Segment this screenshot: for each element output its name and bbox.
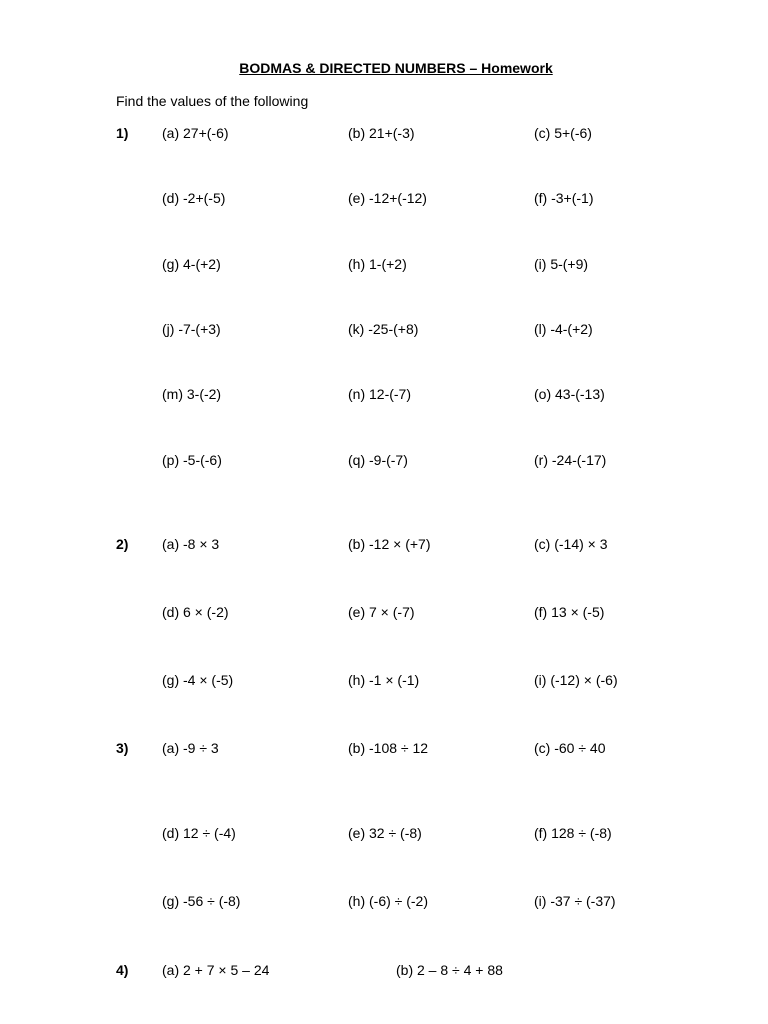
q2-item-f: (f) 13 × (-5)	[534, 604, 605, 620]
q3-item-b: (b) -108 ÷ 12	[348, 740, 429, 756]
q2-item-h: (h) -1 × (-1)	[348, 672, 420, 688]
q1-item-q: (q) -9-(-7)	[348, 452, 408, 468]
q1-item-e: (e) -12+(-12)	[348, 190, 427, 206]
q1-item-j: (j) -7-(+3)	[162, 321, 221, 337]
q1-item-m: (m) 3-(-2)	[162, 386, 222, 402]
q1-item-g: (g) 4-(+2)	[162, 256, 221, 272]
q3-item-c: (c) -60 ÷ 40	[534, 740, 606, 756]
q3-item-a: (a) -9 ÷ 3	[162, 740, 219, 756]
q2-item-g: (g) -4 × (-5)	[162, 672, 234, 688]
q2-item-a: (a) -8 × 3	[162, 536, 220, 552]
q3-item-g: (g) -56 ÷ (-8)	[162, 893, 241, 909]
question-3-number: 3)	[116, 740, 129, 756]
instructions: Find the values of the following	[116, 93, 309, 109]
worksheet-title: BODMAS & DIRECTED NUMBERS – Homework	[239, 60, 553, 76]
q1-item-k: (k) -25-(+8)	[348, 321, 419, 337]
q2-item-c: (c) (-14) × 3	[534, 536, 608, 552]
q1-item-d: (d) -2+(-5)	[162, 190, 226, 206]
q3-item-d: (d) 12 ÷ (-4)	[162, 825, 236, 841]
question-4-number: 4)	[116, 962, 129, 978]
q2-item-d: (d) 6 × (-2)	[162, 604, 229, 620]
q3-item-f: (f) 128 ÷ (-8)	[534, 825, 612, 841]
q1-item-h: (h) 1-(+2)	[348, 256, 407, 272]
q4-item-b: (b) 2 – 8 ÷ 4 + 88	[396, 962, 503, 978]
q2-item-i: (i) (-12) × (-6)	[534, 672, 618, 688]
q1-item-n: (n) 12-(-7)	[348, 386, 412, 402]
question-1-number: 1)	[116, 125, 129, 141]
q1-item-a: (a) 27+(-6)	[162, 125, 229, 141]
q1-item-l: (l) -4-(+2)	[534, 321, 593, 337]
question-2-number: 2)	[116, 536, 129, 552]
q1-item-f: (f) -3+(-1)	[534, 190, 594, 206]
q1-item-b: (b) 21+(-3)	[348, 125, 415, 141]
q3-item-e: (e) 32 ÷ (-8)	[348, 825, 422, 841]
q3-item-h: (h) (-6) ÷ (-2)	[348, 893, 429, 909]
q1-item-r: (r) -24-(-17)	[534, 452, 607, 468]
q1-item-i: (i) 5-(+9)	[534, 256, 589, 272]
q1-item-p: (p) -5-(-6)	[162, 452, 222, 468]
q4-item-a: (a) 2 + 7 × 5 – 24	[162, 962, 270, 978]
q2-item-b: (b) -12 × (+7)	[348, 536, 431, 552]
q3-item-i: (i) -37 ÷ (-37)	[534, 893, 616, 909]
q1-item-c: (c) 5+(-6)	[534, 125, 592, 141]
q1-item-o: (o) 43-(-13)	[534, 386, 605, 402]
q2-item-e: (e) 7 × (-7)	[348, 604, 415, 620]
